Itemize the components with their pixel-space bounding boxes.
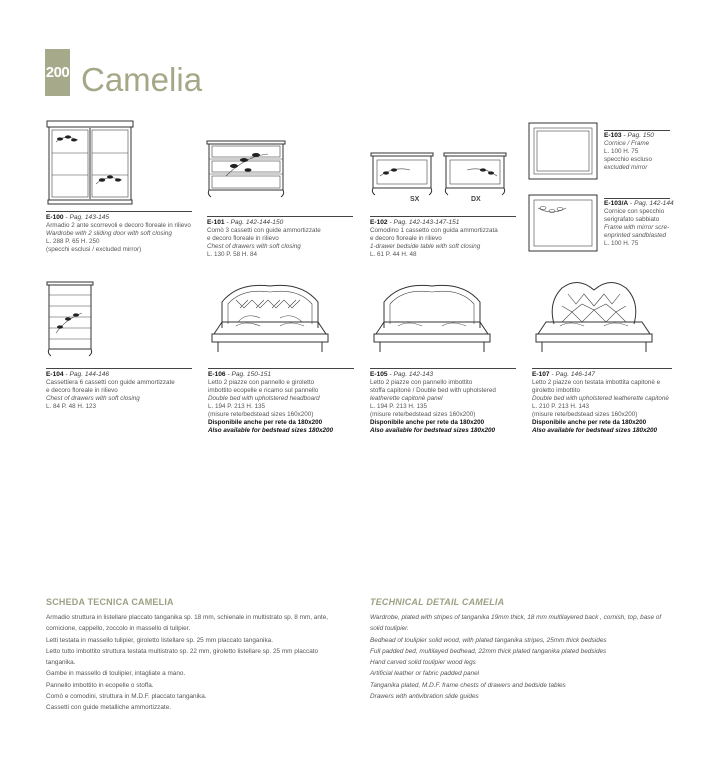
separator (208, 368, 354, 369)
tech-line: Cassetti con guide metalliche ammortizzate. (46, 704, 172, 712)
description-line: L. 61 P. 44 H. 48 (370, 251, 417, 258)
bedside-table-dx-illustration (443, 152, 507, 196)
description-line: enprinted sandblasted (604, 232, 666, 239)
description-line: L. 288 P. 65 H. 250 (46, 238, 100, 245)
tech-line: Hand carved solid toulipier wood legs (370, 659, 476, 667)
description-line: Also available for bedstead sizes 180x200 (208, 427, 333, 434)
description-line: Cornice con specchio (604, 208, 665, 215)
description-line: L. 100 H. 75 (604, 148, 639, 155)
label-sx: SX (410, 196, 420, 203)
description-line: imbottito ecopelle e ricamo sul pannello (208, 387, 319, 394)
description-line: stoffa capitonè / Double bed with upholstered (370, 387, 496, 394)
product-code-e107: E-107 - Pag. 146-147 (532, 371, 596, 378)
description-line: (misure rete/bedstead sizes 160x200) (532, 411, 638, 418)
description-line: Also available for bedstead sizes 180x200 (532, 427, 657, 434)
description-line: Cassettiera 6 cassetti con guide ammortizzate (46, 379, 175, 386)
product-code-e101: E-101 - Pag. 142-144-150 (207, 219, 284, 226)
description-line: Letto 2 piazze con pannello imbottito (370, 379, 473, 386)
description-line: Also available for bedstead sizes 180x200 (370, 427, 495, 434)
product-code-e104: E-104 - Pag. 144-146 (46, 371, 110, 378)
tech-line: Gambe in massello di toulipier, intagliate a mano. (46, 670, 186, 678)
wardrobe-illustration (46, 120, 134, 206)
frame-illustration (528, 122, 598, 180)
description-line: giroletto imbottito (532, 387, 580, 394)
description-line: L. 130 P. 58 H. 84 (207, 251, 257, 258)
separator (46, 211, 192, 212)
product-description (604, 208, 669, 248)
description-line: Letto 2 piazze con testata imbottita capitonè e (532, 379, 661, 386)
tall-chest-illustration (46, 281, 94, 357)
tech-line: Wardrobe, plated with stripes of tanganika 19mm thick, 18 mm multilayered back , cornish, top, base of (370, 614, 662, 621)
tech-line: solid toulipier. (370, 625, 409, 633)
product-description (532, 379, 669, 435)
chest-illustration (206, 140, 286, 198)
description-line: (specchi esclusi / excluded mirror) (46, 246, 142, 253)
description-line: Double bed with upholstered leatherette capitonè (532, 395, 669, 402)
product-description (46, 379, 175, 411)
bed-embroidered-illustration (208, 278, 332, 358)
tech-line: Pannello imbottito in ecopelle o stoffa. (46, 681, 154, 689)
tech-line: Letto tutto imbottito struttura testata multistrato sp. 22 mm, giroletto listellare sp. 25 mm placcato (46, 647, 319, 655)
mirror-frame-illustration (528, 194, 598, 252)
product-code-e103a: E-103/A - Pag. 142-144 (604, 200, 674, 207)
tech-line: Letti testata in massello tulipier, giroletto listellare sp. 25 mm placcato tanganika. (46, 636, 273, 644)
product-description (370, 379, 496, 435)
tech-line: Full padded bed, multilayed bedhead, 22mm thick plated tanganika plated bedsides (370, 647, 607, 655)
product-code-e106: E-106 - Pag. 150-151 (208, 371, 272, 378)
product-code-e103: E-103 - Pag. 150 (604, 132, 654, 139)
product-description (207, 227, 321, 259)
page-title: Camelia (81, 61, 203, 98)
bed-capitone-headboard-illustration (532, 272, 656, 358)
description-line: Comò 3 cassetti con guide ammortizzate (207, 227, 321, 234)
tech-line: Tanganika plated, M.D.F. frame chests of drawers and bedside tables (370, 681, 566, 689)
description-line: L. 194 P. 213 H. 135 (208, 403, 265, 410)
description-line: 1-drawer bedside table with soft closing (370, 243, 481, 250)
separator (46, 368, 192, 369)
tech-line: Bedhead of toulipier solid wood, with plated tanganika stripes, 25mm thick bedsides (370, 636, 607, 644)
bedside-table-sx-illustration (370, 152, 434, 196)
description-line: L. 194 P. 213 H. 135 (370, 403, 427, 410)
tech-line: cornicione, cappello, zoccolo in massello di tulipier. (46, 625, 191, 633)
product-description (604, 140, 652, 172)
tech-sheet-heading-en: TECHNICAL DETAIL CAMELIA (370, 597, 505, 607)
description-line: e decoro floreale in rilievo (370, 235, 442, 242)
tech-line: Armadio struttura in listellare placcato tanganika sp. 18 mm, schienale in multistrato sp. 8 mm, ante, (46, 614, 329, 621)
description-line: Disponibile anche per rete da 180x200 (532, 419, 647, 426)
product-description (46, 222, 191, 254)
product-description (370, 227, 498, 259)
tech-line: tanganika. (46, 659, 76, 667)
description-line: specchio escluso (604, 156, 652, 163)
separator (604, 130, 670, 131)
product-description (208, 379, 333, 435)
tech-sheet-heading-it: SCHEDA TECNICA CAMELIA (46, 597, 174, 607)
description-line: (misure rete/bedstead sizes 160x200) (370, 411, 476, 418)
description-line: Frame with mirror scre- (604, 224, 670, 231)
description-line: Disponibile anche per rete da 180x200 (208, 419, 323, 426)
product-code-e105: E-105 - Pag. 142-143 (370, 371, 434, 378)
separator (370, 216, 516, 217)
description-line: Wardrobe with 2 sliding door with soft closing (46, 230, 172, 237)
page-number-badge: 200 (45, 49, 70, 96)
description-line: Chest of drawers with soft closing (207, 243, 301, 250)
separator (532, 368, 672, 369)
tech-sheet-en (370, 612, 661, 702)
tech-line: Comò e comodini, struttura in M.D.F. placcato tanganika. (46, 693, 207, 701)
description-line: serigrafato sabbiato (604, 216, 660, 223)
description-line: excluded mirror (604, 164, 648, 171)
label-dx: DX (471, 196, 481, 203)
tech-line: Drawers with antivibration slide guides (370, 693, 479, 701)
description-line: L. 84 P. 48 H. 123 (46, 403, 96, 410)
tech-line: Artificial leather or fabric padded panel (370, 670, 480, 678)
description-line: Comodino 1 cassetto con guida ammortizzata (370, 227, 498, 234)
description-line: Armadio 2 ante scorrevoli e decoro floreale in rilievo (46, 222, 191, 229)
product-code-e102: E-102 - Pag. 142-143-147-151 (370, 219, 460, 226)
separator (604, 198, 670, 199)
description-line: e decoro floreale in rilievo (46, 387, 118, 394)
description-line: (misure rete/bedstead sizes 160x200) (208, 411, 314, 418)
product-code-e100: E-100 - Pag. 143-145 (46, 214, 110, 221)
tech-sheet-it (46, 612, 328, 714)
description-line: Disponibile anche per rete da 180x200 (370, 419, 485, 426)
description-line: leatherette capitonè panel (370, 395, 443, 402)
separator (370, 368, 516, 369)
description-line: Double bed with upholstered headboard (208, 395, 320, 402)
separator (207, 216, 353, 217)
description-line: Letto 2 piazze con pannello e giroletto (208, 379, 315, 386)
description-line: e decoro floreale in rilievo (207, 235, 279, 242)
bed-capitone-panel-illustration (370, 278, 494, 358)
description-line: L. 100 H. 75 (604, 240, 639, 247)
description-line: L. 210 P. 213 H. 143 (532, 403, 589, 410)
description-line: Chest of drawers with soft closing (46, 395, 140, 402)
description-line: Cornice / Frame (604, 140, 650, 147)
